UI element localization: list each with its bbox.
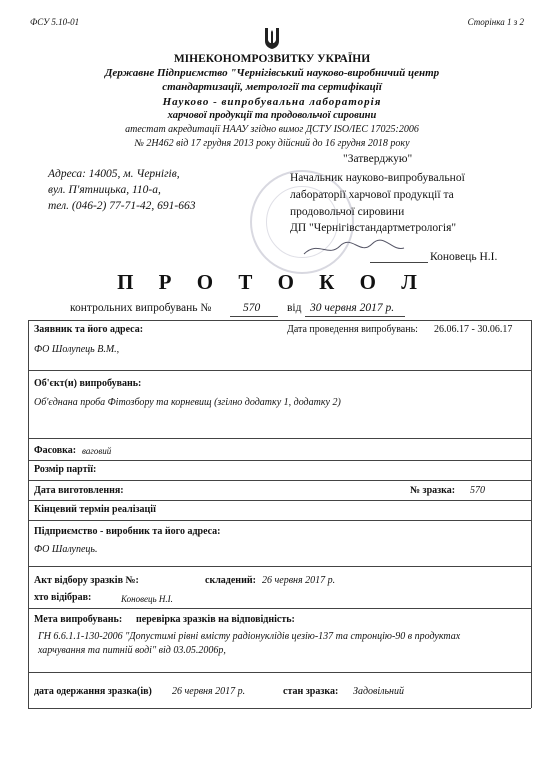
expiry-label: Кінцевий термін реалізації [34,504,156,515]
purpose-value-line1: ГН 6.6.1.1-130-2006 "Допустимі рівні вмісту радіонуклідів цезію-137 та стронцію-90 в продуктах [38,631,461,642]
condition-value: Задовільний [353,686,405,697]
sampler-label: хто відібрав: [34,592,92,603]
purpose-value-line2: харчування та питній воді" від 03.05.2006р, [38,645,226,656]
sampler-value: Коновець Н.І. [121,594,173,604]
approval-line2: лабораторії харчової продукції та [290,189,454,201]
approval-line1: Начальник науково-випробувальної [290,172,465,184]
applicant-label: Заявник та його адреса: [34,324,144,335]
batch-label: Розмір партії: [34,464,97,475]
divider [28,370,531,371]
number-underline [230,316,278,317]
form-border-right [531,320,532,708]
protocol-date-prefix: від [287,302,302,314]
form-border-bottom [28,708,531,709]
form-border-top [28,320,531,321]
packing-label: Фасовка: [34,445,77,456]
object-value: Об'єднана проба Фітозбору та корневищ (згілно додатку 1, додатку 2) [34,397,341,408]
approval-line3: продовольчої сировини [290,206,405,218]
act-label: Акт відбору зразків №: [34,575,139,586]
sample-number-label: № зразка: [410,485,456,496]
address-line2: вул. П'ятницька, 110-а, [48,184,161,196]
divider [28,460,531,461]
purpose-text: перевірка зразків на відповідність: [136,614,295,625]
protocol-subtitle: контрольних випробувань № [70,302,212,314]
object-label: Об'єкт(и) випробувань: [34,378,142,389]
purpose-label: Мета випробувань: [34,614,123,625]
test-dates-value: 26.06.17 - 30.06.17 [434,324,513,335]
address-line1: Адреса: 14005, м. Чернігів, [48,168,180,180]
approval-signature: Коновець Н.І. [430,251,498,263]
ministry-title: МІНЕКОНОМРОЗВИТКУ УКРАЇНИ [173,53,371,65]
protocol-title: П Р О Т О К О Л [117,270,427,294]
applicant-value: ФО Шолупець В.М., [34,344,120,355]
producer-value: ФО Шалупець. [34,544,98,555]
divider [28,566,531,567]
received-date-label: дата одержання зразка(ів) [34,686,152,697]
form-border-left [28,320,29,708]
divider [28,672,531,673]
signature-line [370,262,428,263]
test-dates-label: Дата проведення випробувань: [287,324,418,335]
approval-line4: ДП "Чернігівстандартметрологія" [290,222,457,234]
accreditation-line1: атестат акредитації НААУ згідно вимог ДСТУ ISO/IEC 17025:2006 [125,124,419,135]
manufacture-date-label: Дата виготовлення: [34,485,124,496]
lab-line2: харчової продукції та продовольчої сировини [167,110,377,121]
approval-title: "Затверджую" [343,153,413,165]
divider [28,520,531,521]
composed-label: складений: [205,575,256,586]
packing-value: ваговий [82,446,112,456]
received-date-value: 26 червня 2017 р. [172,686,246,697]
enterprise-line1: Державне Підприємство "Чернігівський науково-виробничий центр [104,67,440,79]
composed-value: 26 червня 2017 р. [262,575,336,586]
trident-emblem-icon [264,26,280,50]
sample-number-value: 570 [470,485,485,496]
divider [28,438,531,439]
protocol-number: 570 [243,302,261,314]
producer-label: Підприємство - виробник та його адреса: [34,526,221,537]
divider [28,500,531,501]
condition-label: стан зразка: [283,686,339,697]
protocol-date: 30 червня 2017 р. [310,302,395,314]
form-code: ФСУ 5.10-01 [30,17,80,27]
divider [28,480,531,481]
accreditation-line2: № 2Н462 від 17 грудня 2013 року дійсний до 16 грудня 2018 року [134,138,410,149]
address-line3: тел. (046-2) 77-71-42, 691-663 [48,200,196,212]
date-underline [305,316,405,317]
signature-scribble [300,236,410,262]
enterprise-line2: стандартизації, метрології та сертифікації [162,81,382,93]
page-number: Сторінка 1 з 2 [467,17,524,27]
lab-line1: Науково - випробувальна лабораторія [162,96,382,108]
divider [28,608,531,609]
